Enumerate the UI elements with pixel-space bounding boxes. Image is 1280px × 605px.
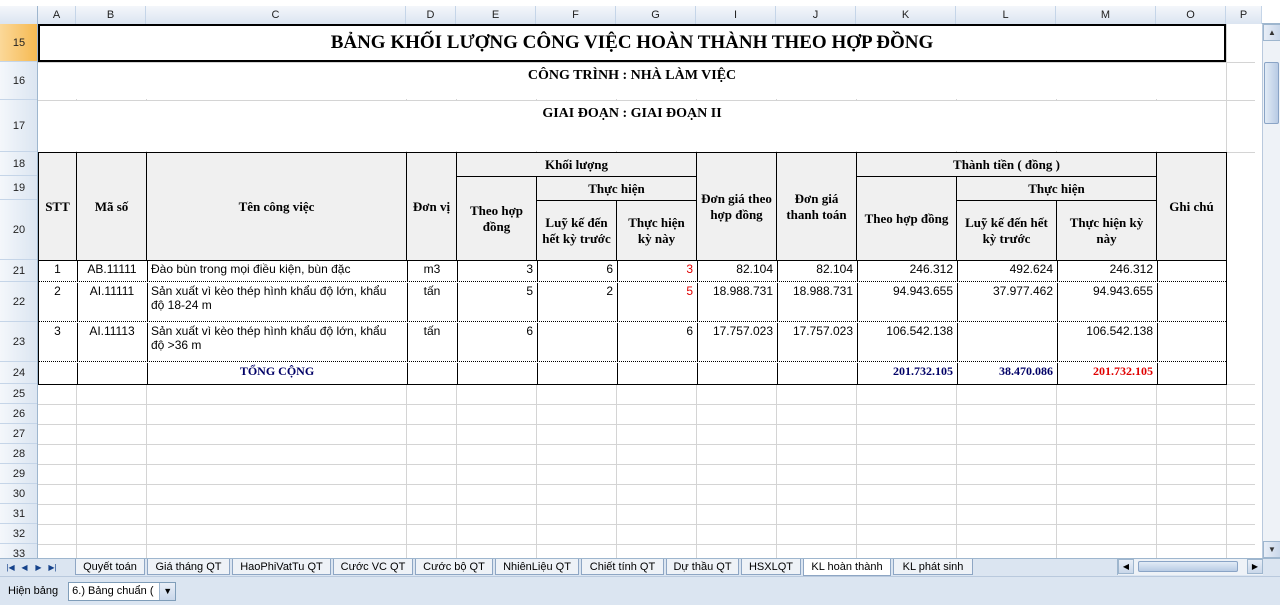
cell-empty[interactable]: [39, 363, 76, 384]
header-stt[interactable]: STT: [38, 152, 77, 261]
row-header[interactable]: 25: [0, 384, 38, 404]
sheet-tab[interactable]: Chiết tính QT: [581, 559, 664, 575]
sheet-tab[interactable]: HaoPhiVatTu QT: [232, 559, 331, 575]
cell-tt-theo-hd[interactable]: 246.312: [857, 261, 956, 282]
scroll-down-icon[interactable]: ▼: [1263, 541, 1280, 558]
row-header[interactable]: 20: [0, 200, 38, 260]
cell-tt-luy-ke[interactable]: 492.624: [957, 261, 1056, 282]
header-tt-luy-ke[interactable]: Luỹ kế đến hết kỳ trước: [956, 200, 1057, 261]
cell-empty[interactable]: [537, 363, 616, 384]
cell-empty[interactable]: [777, 363, 856, 384]
header-don-vi[interactable]: Đơn vị: [406, 152, 457, 261]
cell-don-gia-hd[interactable]: 18.988.731: [697, 283, 776, 322]
spreadsheet-grid[interactable]: [38, 24, 1255, 558]
hscroll-thumb[interactable]: [1138, 561, 1238, 572]
cell-ghi-chu[interactable]: [1157, 323, 1226, 362]
sheet-tab[interactable]: HSXLQT: [741, 559, 801, 575]
cell-don-gia-hd[interactable]: 82.104: [697, 261, 776, 282]
column-header[interactable]: G: [616, 6, 696, 24]
cell-stt[interactable]: 2: [39, 283, 76, 322]
header-thanh-tien[interactable]: Thành tiền ( đồng ): [856, 152, 1157, 177]
header-don-gia-thanh-toan[interactable]: Đơn giá thanh toán: [776, 152, 857, 261]
table-mode-value: 6.) Bảng chuẩn (: [72, 585, 154, 597]
cell-tt-theo-hd[interactable]: 94.943.655: [857, 283, 956, 322]
header-ma-so[interactable]: Mã số: [76, 152, 147, 261]
row-header[interactable]: 30: [0, 484, 38, 504]
row-header[interactable]: 31: [0, 504, 38, 524]
total-tt-luy-ke[interactable]: 38.470.086: [957, 363, 1056, 384]
cell-ma-so[interactable]: AB.11111: [77, 261, 146, 282]
sheet-tab[interactable]: Dự thầu QT: [666, 559, 739, 575]
row-header[interactable]: 18: [0, 152, 38, 176]
header-kl-luy-ke[interactable]: Luỹ kế đến hết kỳ trước: [536, 200, 617, 261]
cell-kl-luy-ke[interactable]: 2: [537, 283, 616, 322]
column-header[interactable]: L: [956, 6, 1056, 24]
sheet-tab-bar: [0, 558, 1280, 576]
row-header[interactable]: 26: [0, 404, 38, 424]
next-sheet-icon[interactable]: ▶: [35, 563, 42, 572]
row-header[interactable]: 33: [0, 544, 38, 558]
cell-ten-cong-viec[interactable]: Sản xuất vì kèo thép hình khẩu độ lớn, khẩu độ 18-24 m: [147, 283, 406, 322]
sheet-tab[interactable]: KL phát sinh: [893, 559, 973, 575]
header-kl-theo-hop-dong[interactable]: Theo hợp đồng: [456, 176, 537, 261]
sheet-tab[interactable]: Quyết toán: [75, 559, 145, 575]
row-header[interactable]: 23: [0, 322, 38, 362]
cell-empty[interactable]: [77, 363, 146, 384]
chevron-down-icon[interactable]: ▼: [159, 583, 175, 600]
row-header[interactable]: 29: [0, 464, 38, 484]
cell-kl-theo-hd[interactable]: 6: [457, 323, 536, 362]
column-header[interactable]: M: [1056, 6, 1156, 24]
sheet-tab[interactable]: Cước VC QT: [333, 559, 413, 575]
column-header[interactable]: O: [1156, 6, 1226, 24]
cell-ghi-chu[interactable]: [1157, 261, 1226, 282]
cell-tt-ky-nay[interactable]: 106.542.138: [1057, 323, 1156, 362]
sheet-title[interactable]: BẢNG KHỐI LƯỢNG CÔNG VIỆC HOÀN THÀNH THEO HỢP ĐỒNG: [38, 24, 1226, 62]
cell-ghi-chu[interactable]: [1157, 283, 1226, 322]
row-header[interactable]: 15: [0, 24, 38, 62]
sheet-tab-active[interactable]: KL hoàn thành: [803, 559, 891, 576]
row-header[interactable]: 17: [0, 100, 38, 152]
total-tt-theo-hd[interactable]: 201.732.105: [857, 363, 956, 384]
header-don-gia-hop-dong[interactable]: Đơn giá theo hợp đồng: [696, 152, 777, 261]
cell-kl-ky-nay[interactable]: 3: [617, 261, 696, 282]
cell-don-gia-hd[interactable]: 17.757.023: [697, 323, 776, 362]
cell-tt-luy-ke[interactable]: 37.977.462: [957, 283, 1056, 322]
cell-kl-theo-hd[interactable]: 5: [457, 283, 536, 322]
row-header[interactable]: 27: [0, 424, 38, 444]
select-all-corner[interactable]: [0, 6, 38, 24]
row-header[interactable]: 16: [0, 62, 38, 100]
cell-ma-so[interactable]: AI.11113: [77, 323, 146, 362]
scroll-thumb[interactable]: [1264, 62, 1279, 124]
cell-empty[interactable]: [407, 363, 456, 384]
row-header[interactable]: 19: [0, 176, 38, 200]
cell-kl-luy-ke[interactable]: 6: [537, 261, 616, 282]
sheet-tab[interactable]: NhiênLiệu QT: [495, 559, 579, 575]
cell-kl-ky-nay[interactable]: 6: [617, 323, 696, 362]
scroll-left-icon[interactable]: ◀: [1118, 559, 1134, 574]
prev-sheet-icon[interactable]: ◀: [21, 563, 28, 572]
column-header[interactable]: J: [776, 6, 856, 24]
project-name[interactable]: CÔNG TRÌNH : NHÀ LÀM VIỆC: [38, 63, 1226, 99]
column-header[interactable]: E: [456, 6, 536, 24]
column-header[interactable]: P: [1226, 6, 1262, 24]
scroll-up-icon[interactable]: ▲: [1263, 24, 1280, 41]
scroll-right-icon[interactable]: ▶: [1247, 559, 1263, 574]
cell-don-vi[interactable]: tấn: [407, 283, 456, 322]
column-header[interactable]: B: [76, 6, 146, 24]
cell-kl-theo-hd[interactable]: 3: [457, 261, 536, 282]
row-header[interactable]: 21: [0, 260, 38, 282]
first-sheet-icon[interactable]: |◀: [6, 563, 15, 572]
column-header[interactable]: A: [38, 6, 76, 24]
row-header[interactable]: 32: [0, 524, 38, 544]
column-header[interactable]: C: [146, 6, 406, 24]
cell-empty[interactable]: [617, 363, 696, 384]
header-ghi-chu[interactable]: Ghi chú: [1156, 152, 1227, 261]
cell-ten-cong-viec[interactable]: Đào bùn trong mọi điều kiện, bùn đặc: [147, 261, 406, 282]
cell-don-gia-tt[interactable]: 17.757.023: [777, 323, 856, 362]
cell-tt-luy-ke[interactable]: [957, 323, 1056, 362]
cell-empty[interactable]: [457, 363, 536, 384]
column-header[interactable]: K: [856, 6, 956, 24]
row-header[interactable]: 24: [0, 362, 38, 384]
header-khoi-luong[interactable]: Khối lượng: [456, 152, 697, 177]
cell-kl-luy-ke[interactable]: [537, 323, 616, 362]
column-header[interactable]: D: [406, 6, 456, 24]
row-header[interactable]: 22: [0, 282, 38, 322]
cell-don-gia-tt[interactable]: 18.988.731: [777, 283, 856, 322]
cell-stt[interactable]: 3: [39, 323, 76, 362]
cell-kl-ky-nay[interactable]: 5: [617, 283, 696, 322]
table-mode-select[interactable]: [68, 582, 176, 601]
cell-don-gia-tt[interactable]: 82.104: [777, 261, 856, 282]
last-sheet-icon[interactable]: ▶|: [48, 563, 57, 572]
sheet-tab[interactable]: Giá tháng QT: [147, 559, 230, 575]
sheet-tab[interactable]: Cước bộ QT: [415, 559, 493, 575]
cell-tt-theo-hd[interactable]: 106.542.138: [857, 323, 956, 362]
header-tt-theo-hop-dong[interactable]: Theo hợp đồng: [856, 176, 957, 261]
cell-don-vi[interactable]: m3: [407, 261, 456, 282]
cell-empty[interactable]: [1157, 363, 1226, 384]
cell-ma-so[interactable]: AI.11111: [77, 283, 146, 322]
header-kl-thuc-hien[interactable]: Thực hiện: [536, 176, 697, 201]
column-header[interactable]: I: [696, 6, 776, 24]
cell-tt-ky-nay[interactable]: 94.943.655: [1057, 283, 1156, 322]
row-header-bar: [0, 24, 38, 558]
horizontal-scrollbar[interactable]: [1117, 559, 1263, 575]
status-bar: [0, 576, 1280, 605]
total-label[interactable]: TỔNG CỘNG: [147, 363, 406, 384]
cell-empty[interactable]: [697, 363, 776, 384]
header-tt-thuc-hien-ky-nay[interactable]: Thực hiện kỳ này: [1056, 200, 1157, 261]
cell-ten-cong-viec[interactable]: Sản xuất vì kèo thép hình khẩu độ lớn, khẩu độ >36 m: [147, 323, 406, 362]
cell-stt[interactable]: 1: [39, 261, 76, 282]
vertical-scrollbar[interactable]: [1262, 24, 1280, 558]
status-label: Hiện bảng: [8, 585, 59, 597]
header-ten-cong-viec[interactable]: Tên công việc: [146, 152, 407, 261]
phase-name[interactable]: GIAI ĐOẠN : GIAI ĐOẠN II: [38, 101, 1226, 151]
column-header-bar: [0, 0, 1280, 24]
total-tt-ky-nay[interactable]: 201.732.105: [1057, 363, 1156, 384]
header-tt-thuc-hien[interactable]: Thực hiện: [956, 176, 1157, 201]
cell-tt-ky-nay[interactable]: 246.312: [1057, 261, 1156, 282]
header-kl-thuc-hien-ky-nay[interactable]: Thực hiện kỳ này: [616, 200, 697, 261]
column-header[interactable]: F: [536, 6, 616, 24]
row-header[interactable]: 28: [0, 444, 38, 464]
cell-don-vi[interactable]: tấn: [407, 323, 456, 362]
